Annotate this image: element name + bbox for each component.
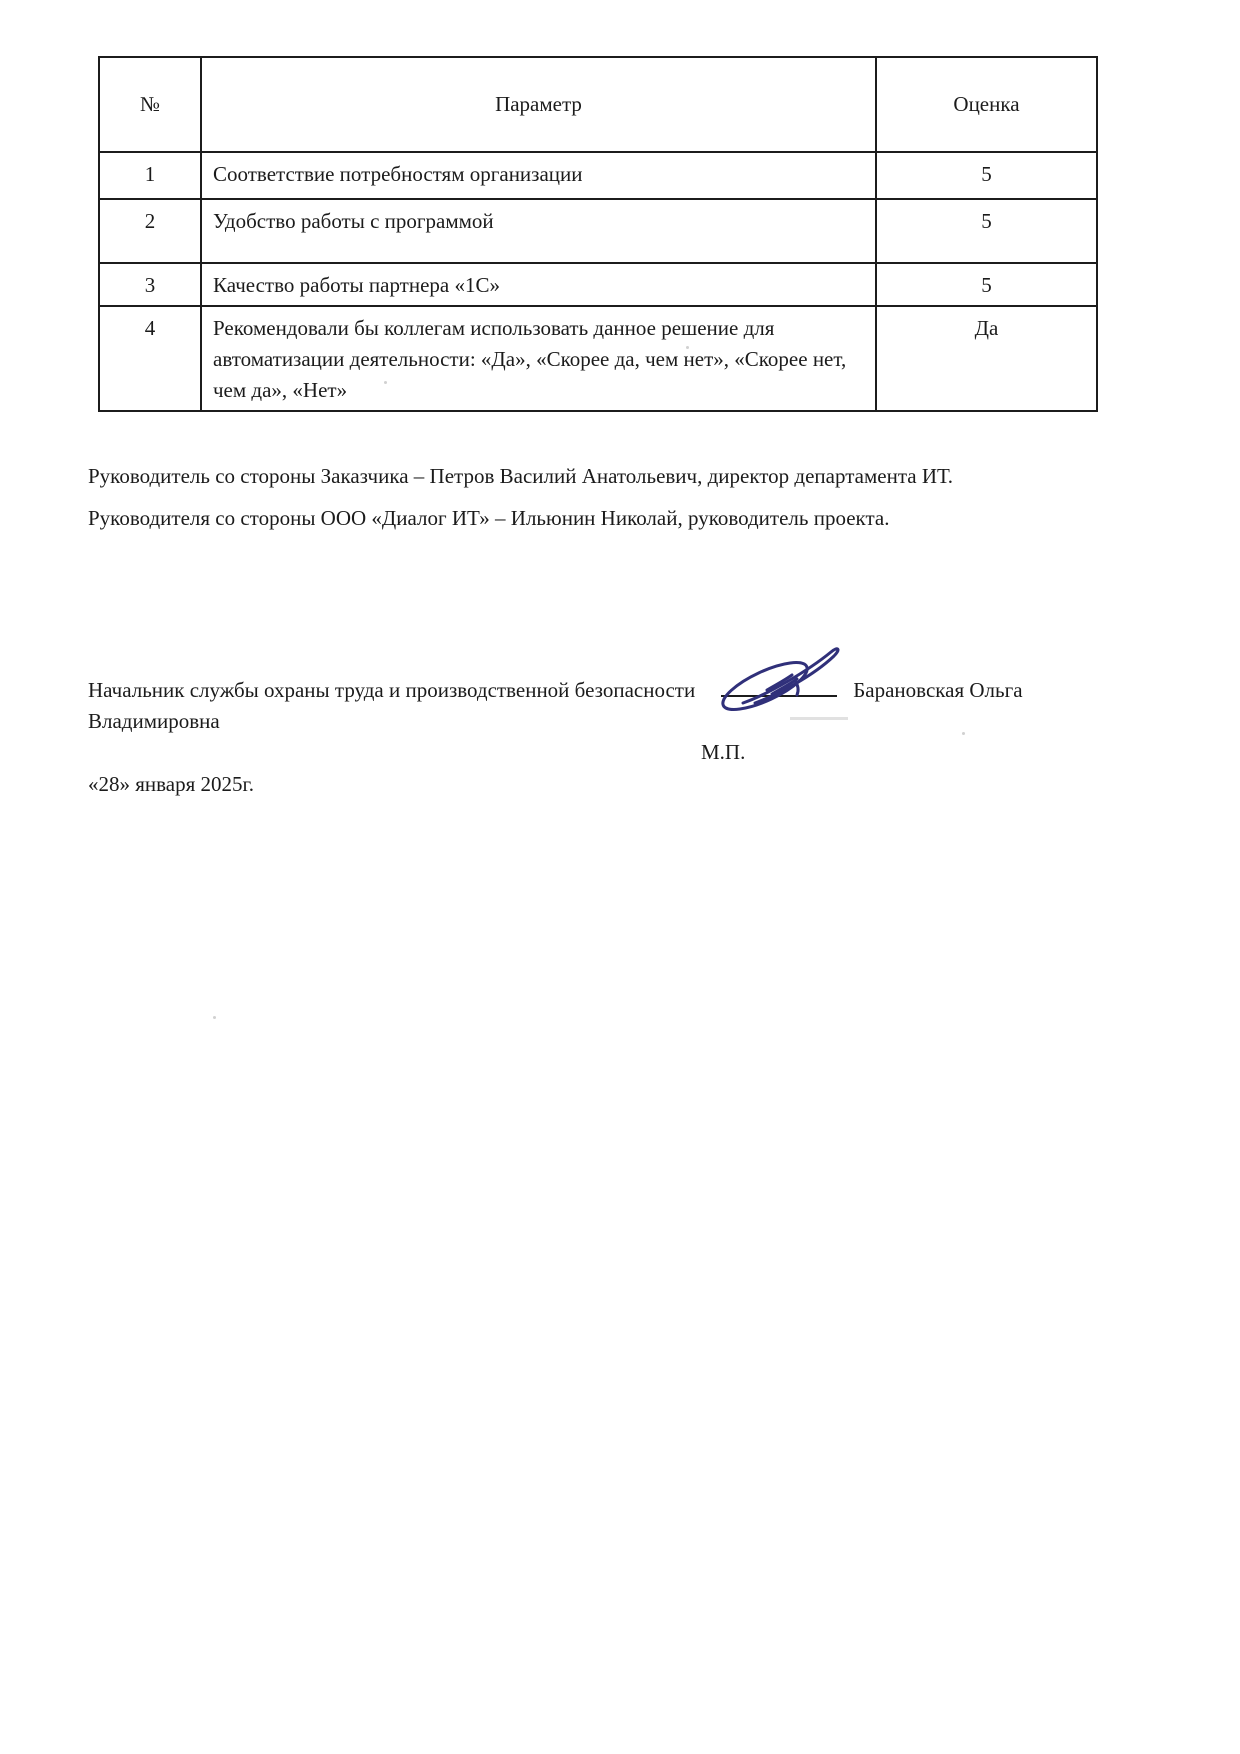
signer-name-line2: Владимировна bbox=[88, 709, 220, 733]
header-cell-score: Оценка bbox=[876, 57, 1097, 152]
signer-name-line1: Барановская Ольга bbox=[853, 678, 1023, 702]
signature-position-title: Начальник службы охраны труда и производственной безопасности bbox=[88, 678, 696, 702]
header-cell-param: Параметр bbox=[201, 57, 876, 152]
scan-smudge bbox=[790, 717, 848, 720]
param-cell: Рекомендовали бы коллегам использовать данное решение для автоматизации деятельности: «Да», «Скорее да, чем нет», «Скорее нет, чем да», «Нет» bbox=[201, 306, 876, 411]
scan-speck bbox=[962, 732, 965, 735]
table-row bbox=[99, 152, 1097, 199]
customer-manager-line: Руководитель со стороны Заказчика – Петров Василий Анатольевич, директор департамента ИТ. bbox=[88, 464, 953, 488]
score-cell: 5 bbox=[876, 199, 1097, 263]
scan-speck bbox=[686, 346, 689, 349]
score-cell: 5 bbox=[876, 152, 1097, 199]
row-number: 3 bbox=[99, 263, 201, 306]
table-header-row bbox=[99, 57, 1097, 152]
handwritten-signature-icon bbox=[709, 637, 861, 717]
score-cell: Да bbox=[876, 306, 1097, 411]
contractor-manager-line: Руководителя со стороны ООО «Диалог ИТ» – Ильюнин Николай, руководитель проекта. bbox=[88, 506, 890, 530]
row-number: 4 bbox=[99, 306, 201, 411]
score-cell: 5 bbox=[876, 263, 1097, 306]
param-cell: Соответствие потребностям организации bbox=[201, 152, 876, 199]
date-line: «28» января 2025г. bbox=[88, 772, 255, 796]
param-cell: Удобство работы с программой bbox=[201, 199, 876, 263]
row-number: 1 bbox=[99, 152, 201, 199]
scan-speck bbox=[213, 1016, 216, 1019]
param-cell: Качество работы партнера «1С» bbox=[201, 263, 876, 306]
evaluation-table bbox=[98, 56, 1098, 412]
scan-speck bbox=[384, 381, 387, 384]
signature-line bbox=[721, 671, 837, 697]
table-row bbox=[99, 263, 1097, 306]
table-row bbox=[99, 199, 1097, 263]
table-row bbox=[99, 306, 1097, 411]
signature-block bbox=[88, 671, 1108, 737]
stamp-placeholder: М.П. bbox=[701, 740, 746, 764]
row-number: 2 bbox=[99, 199, 201, 263]
header-cell-num: № bbox=[99, 57, 201, 152]
